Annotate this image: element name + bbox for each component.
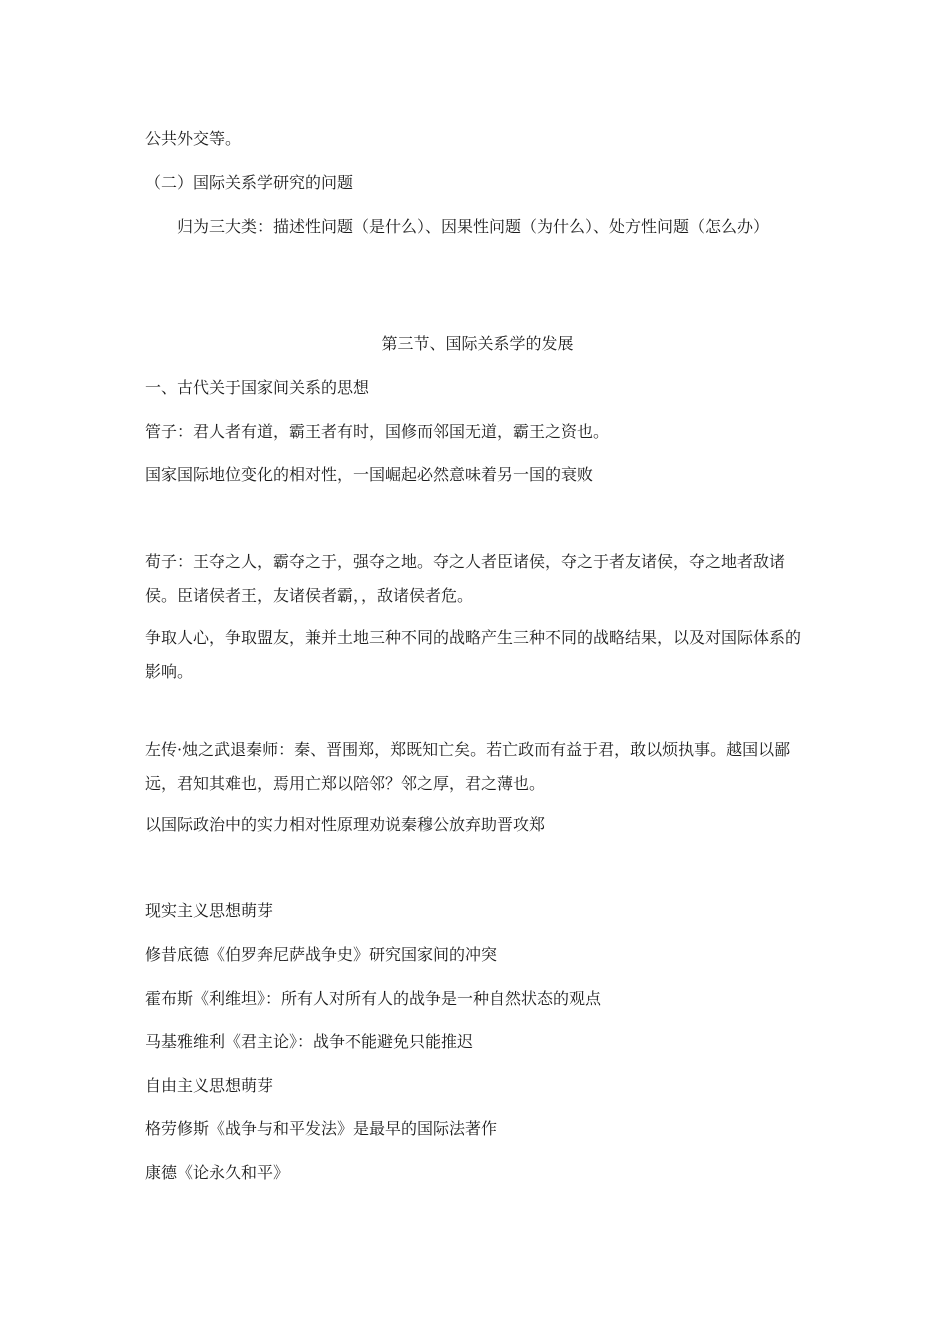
paragraph-public-diplomacy: 公共外交等。 [145, 129, 242, 148]
heading-ancient-thought: 一、古代关于国家间关系的思想 [145, 378, 370, 397]
list-item-kant: 康德《论永久和平》 [145, 1163, 290, 1182]
list-item-thucydides: 修昔底德《伯罗奔尼萨战争史》研究国家间的冲突 [145, 945, 498, 964]
list-item-grotius: 格劳修斯《战争与和平发法》是最早的国际法著作 [145, 1119, 498, 1138]
heading-realism: 现实主义思想萌芽 [145, 901, 274, 920]
paragraph-relativity: 国家国际地位变化的相对性，一国崛起必然意味着另一国的衰败 [145, 465, 594, 484]
paragraph-strategies: 争取人心，争取盟友，兼并土地三种不同的战略产生三种不同的战略结果，以及对国际体系的影响。 [145, 628, 802, 681]
subheading-research-questions: （二）国际关系学研究的问题 [145, 173, 354, 192]
paragraph-zuozhuan: 左传·烛之武退秦师：秦、晋围郑，郑既知亡矣。若亡政而有益于君，敢以烦执事。越国以鄙远，君知其难也，焉用亡郑以陪邻？邻之厚，君之薄也。 [145, 740, 791, 793]
paragraph-three-categories: 归为三大类：描述性问题（是什么）、因果性问题（为什么）、处方性问题（怎么办） [177, 217, 770, 236]
paragraph-guanzi: 管子：君人者有道，霸王者有时，国修而邻国无道，霸王之资也。 [145, 422, 610, 441]
paragraph-xunzi: 荀子：王夺之人，霸夺之于，强夺之地。夺之人者臣诸侯，夺之于者友诸侯，夺之地者敌诸侯。臣诸侯者王，友诸侯者霸，，敌诸侯者危。 [145, 552, 786, 605]
list-item-machiavelli: 马基雅维利《君主论》：战争不能避免只能推迟 [145, 1032, 474, 1051]
heading-liberalism: 自由主义思想萌芽 [145, 1076, 274, 1095]
paragraph-persuasion: 以国际政治中的实力相对性原理劝说秦穆公放弃助晋攻郑 [145, 815, 546, 834]
section-title: 第三节、国际关系学的发展 [381, 334, 574, 353]
list-item-hobbes: 霍布斯《利维坦》：所有人对所有人的战争是一种自然状态的观点 [145, 989, 602, 1008]
